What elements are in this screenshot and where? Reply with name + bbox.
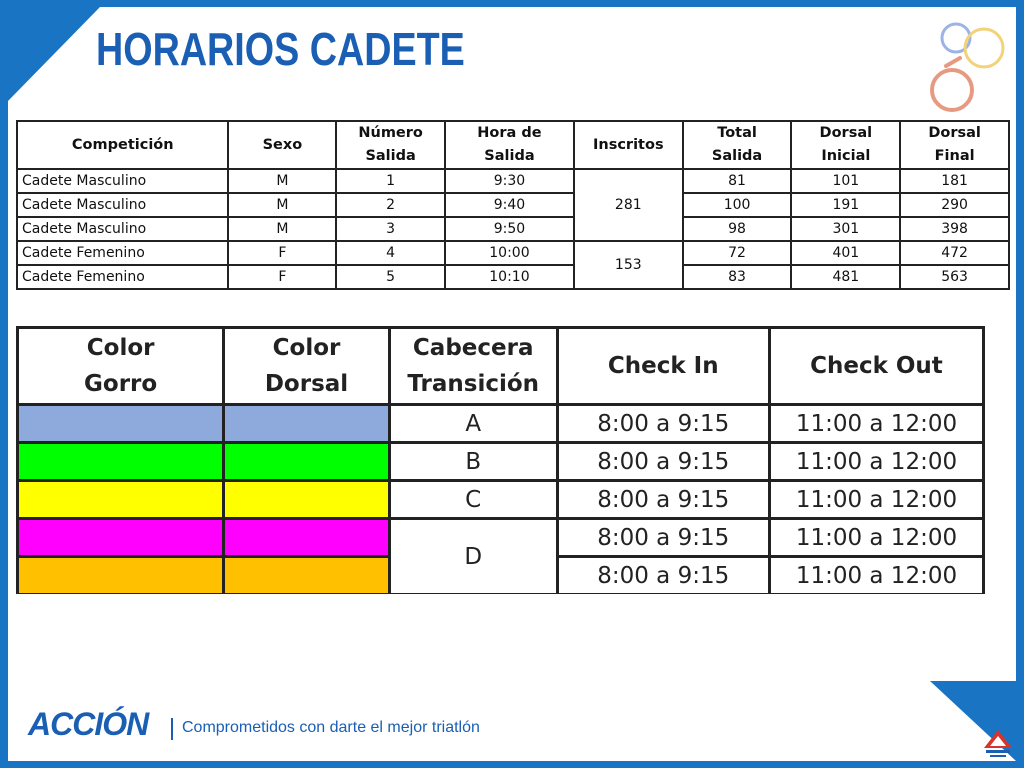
cell-sexo: F xyxy=(228,241,336,265)
schedule-table-container xyxy=(16,120,1010,295)
triathlon-logo-icon xyxy=(982,728,1014,760)
cell-numero: 4 xyxy=(336,241,445,265)
cell-competicion: Cadete Masculino xyxy=(17,193,228,217)
cell-sexo: F xyxy=(228,265,336,289)
cell-numero: 2 xyxy=(336,193,445,217)
cell-numero: 1 xyxy=(336,169,445,193)
cell-check-in: 8:00 a 9:15 xyxy=(557,557,769,595)
cell-dorsal-final: 398 xyxy=(900,217,1009,241)
cell-sexo: M xyxy=(228,193,336,217)
brand-logo: ACCIÓN xyxy=(28,706,149,742)
cell-dorsal-inicial: 481 xyxy=(791,265,900,289)
cell-check-in: 8:00 a 9:15 xyxy=(557,405,769,443)
cell-cabecera: C xyxy=(389,481,557,519)
swatch-gorro xyxy=(18,481,224,519)
cell-total: 98 xyxy=(683,217,792,241)
rings-logo-icon xyxy=(926,14,1010,118)
cell-check-out: 11:00 a 12:00 xyxy=(769,443,983,481)
header-competicion: Competición xyxy=(17,121,228,169)
header-dorsal-inicial: Dorsal Inicial xyxy=(791,121,900,169)
header-check-out: Check Out xyxy=(769,328,983,405)
cell-dorsal-final: 181 xyxy=(900,169,1009,193)
spacer-cell xyxy=(984,443,1009,481)
header-cabecera-transicion: Cabecera Transición xyxy=(389,328,557,405)
footer-tagline: Comprometidos con darte el mejor triatlón xyxy=(182,719,480,736)
schedule-table xyxy=(16,120,1010,290)
cell-cabecera: B xyxy=(389,443,557,481)
header-color-dorsal: Color Dorsal xyxy=(224,328,390,405)
header-dorsal-final: Dorsal Final xyxy=(900,121,1009,169)
cell-dorsal-final: 290 xyxy=(900,193,1009,217)
swatch-gorro xyxy=(18,557,224,595)
spacer-cell xyxy=(984,405,1009,443)
cell-dorsal-final: 472 xyxy=(900,241,1009,265)
cell-hora: 9:40 xyxy=(445,193,574,217)
cell-hora: 10:00 xyxy=(445,241,574,265)
cell-hora: 9:50 xyxy=(445,217,574,241)
cell-total: 83 xyxy=(683,265,792,289)
cell-competicion: Cadete Femenino xyxy=(17,241,228,265)
table-row xyxy=(18,519,1009,557)
cell-inscritos-masculino: 281 xyxy=(574,169,683,241)
swatch-dorsal xyxy=(224,557,390,595)
cell-dorsal-inicial: 191 xyxy=(791,193,900,217)
cell-check-out: 11:00 a 12:00 xyxy=(769,481,983,519)
cell-total: 81 xyxy=(683,169,792,193)
cell-cabecera: D xyxy=(389,519,557,595)
cell-check-out: 11:00 a 12:00 xyxy=(769,519,983,557)
swatch-dorsal xyxy=(224,405,390,443)
cell-dorsal-inicial: 101 xyxy=(791,169,900,193)
swatch-gorro xyxy=(18,405,224,443)
spacer-cell xyxy=(984,557,1009,595)
spacer-cell xyxy=(984,481,1009,519)
footer-divider xyxy=(171,718,173,740)
cell-dorsal-final: 563 xyxy=(900,265,1009,289)
page-title: HORARIOS CADETE xyxy=(96,23,465,75)
cell-check-in: 8:00 a 9:15 xyxy=(557,519,769,557)
table-row xyxy=(17,217,1009,241)
cell-competicion: Cadete Masculino xyxy=(17,169,228,193)
cell-competicion: Cadete Femenino xyxy=(17,265,228,289)
cell-check-in: 8:00 a 9:15 xyxy=(557,443,769,481)
cell-competicion: Cadete Masculino xyxy=(17,217,228,241)
header-sexo: Sexo xyxy=(228,121,336,169)
cell-check-in: 8:00 a 9:15 xyxy=(557,481,769,519)
cell-dorsal-inicial: 301 xyxy=(791,217,900,241)
cell-hora: 9:30 xyxy=(445,169,574,193)
swatch-dorsal xyxy=(224,443,390,481)
cell-numero: 5 xyxy=(336,265,445,289)
swatch-gorro xyxy=(18,519,224,557)
cell-inscritos-femenino: 153 xyxy=(574,241,683,289)
table-row xyxy=(17,241,1009,265)
header-total-salida: Total Salida xyxy=(683,121,792,169)
table-row xyxy=(18,481,1009,519)
cell-sexo: M xyxy=(228,169,336,193)
table-row xyxy=(17,265,1009,289)
cell-check-out: 11:00 a 12:00 xyxy=(769,557,983,595)
cell-sexo: M xyxy=(228,217,336,241)
header-inscritos: Inscritos xyxy=(574,121,683,169)
header-numero-salida: Número Salida xyxy=(336,121,445,169)
header-color-gorro: Color Gorro xyxy=(18,328,224,405)
cell-check-out: 11:00 a 12:00 xyxy=(769,405,983,443)
cell-hora: 10:10 xyxy=(445,265,574,289)
cell-total: 100 xyxy=(683,193,792,217)
spacer-cell xyxy=(984,519,1009,557)
swatch-gorro xyxy=(18,443,224,481)
spacer-cell xyxy=(984,328,1009,405)
cell-total: 72 xyxy=(683,241,792,265)
table-row xyxy=(18,405,1009,443)
table-row xyxy=(17,193,1009,217)
header-check-in: Check In xyxy=(557,328,769,405)
cell-dorsal-inicial: 401 xyxy=(791,241,900,265)
table-row xyxy=(17,169,1009,193)
header-hora-salida: Hora de Salida xyxy=(445,121,574,169)
swatch-dorsal xyxy=(224,481,390,519)
color-table xyxy=(16,326,1010,594)
swatch-dorsal xyxy=(224,519,390,557)
table-row xyxy=(18,443,1009,481)
cell-numero: 3 xyxy=(336,217,445,241)
cell-cabecera: A xyxy=(389,405,557,443)
color-table-container xyxy=(16,326,1010,594)
